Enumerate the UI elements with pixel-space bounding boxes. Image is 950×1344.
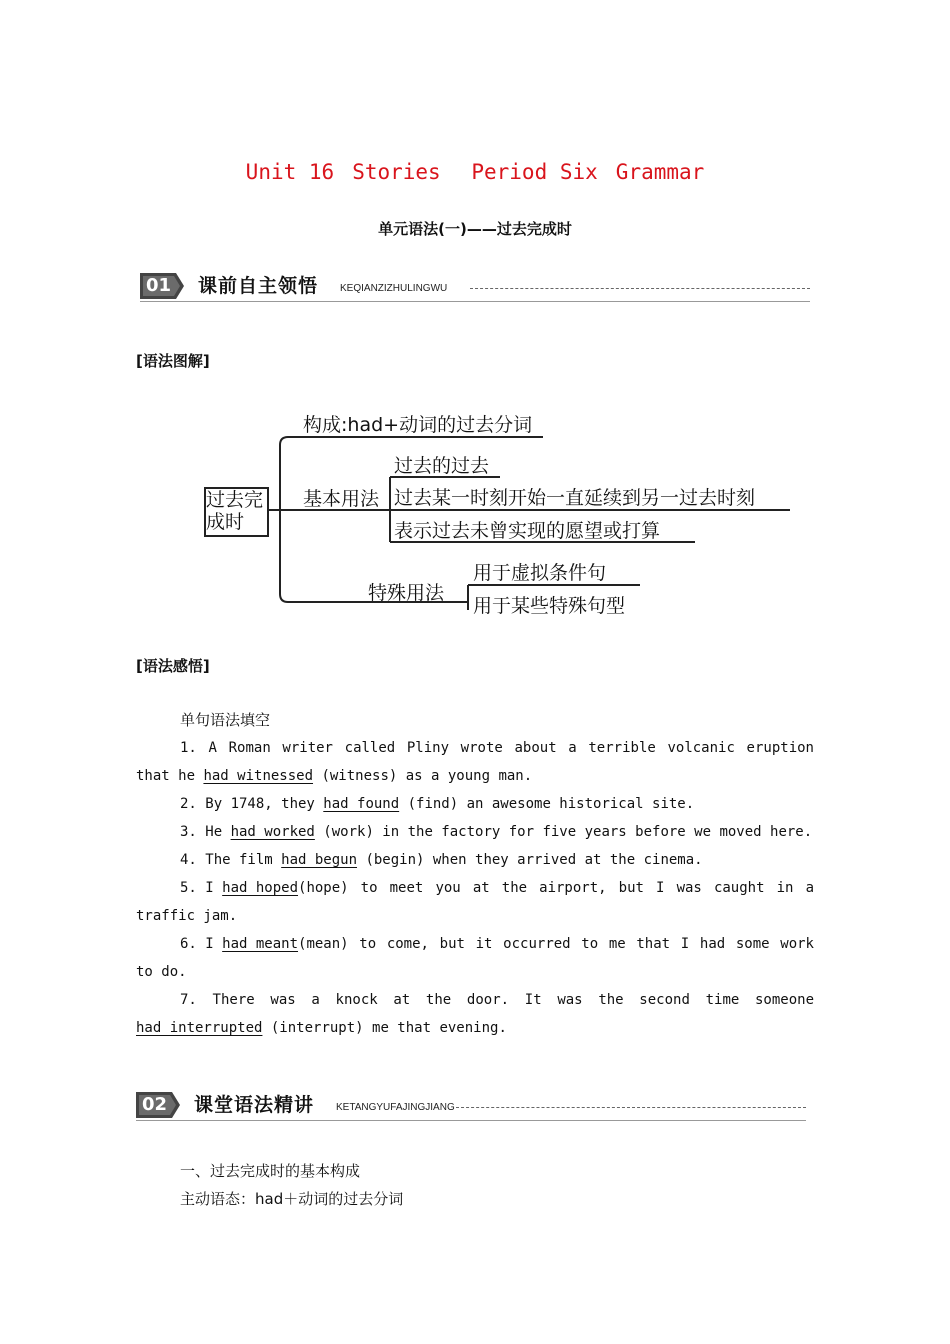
diagram-special-item: 用于某些特殊句型 [473,595,626,617]
dashed-divider [456,1107,806,1108]
exercise-answer: had begun [281,852,358,868]
section-rule [136,1120,806,1121]
exercise-item [136,846,814,874]
diagram-basic-item: 过去的过去 [394,455,490,477]
grammar-diagram-label: [语法图解] [136,352,210,370]
exercise-answer: had found [323,796,400,812]
title-part: Grammar [615,160,705,184]
exercise-answer: had hoped [222,880,299,896]
title-part: Period Six [471,160,598,184]
diagram-basic-item: 过去某一时刻开始一直延续到另一过去时刻 [394,487,756,509]
diagram-basic-usage: 基本用法 [303,488,380,510]
section-pinyin: KEQIANZIZHULINGWU [340,283,448,294]
exercise-text: (witness) as a young man. [313,768,533,784]
exercise-item [136,790,814,818]
exercise-answer: had witnessed [203,768,314,784]
page-title [0,160,950,184]
exercise-item [136,818,814,846]
page-subtitle: 单元语法(一)——过去完成时 [378,220,572,238]
exercise-instruction: 单句语法填空 [180,711,271,729]
diagram-root: 过去完成时 [206,489,264,533]
exercise-text: 3. He [180,824,231,840]
exercise-text: 5. I [180,880,223,896]
grammar-practice-label: [语法感悟] [136,657,210,675]
exercise-text: 6. I [180,936,223,952]
diagram-special-item: 用于虚拟条件句 [473,562,607,584]
exercise-item [136,986,814,1042]
exercise-text: (interrupt) me that evening. [262,1020,507,1036]
exercise-item [136,734,814,790]
exercise-text: to do. [136,964,187,980]
dashed-divider [470,288,810,289]
exercise-item [136,930,814,986]
section-banner-01 [140,273,810,303]
diagram-composition: 构成:had+动词的过去分词 [303,414,533,436]
section-banner-02 [136,1092,806,1122]
diagram-special-usage: 特殊用法 [368,582,445,604]
exercise-text: (work) in the factory for five years before we moved here. [314,824,813,840]
exercise-text: 2. By 1748, they [180,796,324,812]
exercise-text: that he [136,768,204,784]
exercise-text: (begin) when they arrived at the cinema. [357,852,703,868]
grammar-diagram [200,400,800,617]
title-part: Unit 16 [245,160,335,184]
exercise-text: 4. The film [180,852,282,868]
exercise-answer: had meant [222,936,299,952]
exercise-text: traffic jam. [136,908,238,924]
section-rule [140,301,810,302]
exercise-text: (hope) to meet you at the airport, but I was caught in a [298,880,814,896]
section-number: 02 [142,1094,168,1115]
diagram-basic-item: 表示过去未曾实现的愿望或打算 [394,520,661,542]
section-number: 01 [146,275,172,296]
lecture-active-voice: 主动语态：had＋动词的过去分词 [180,1190,404,1208]
exercise-item [136,874,814,930]
exercise-answer: had worked [230,824,315,840]
exercise-text: 7. There was a knock at the door. It was the second time someone [180,992,814,1008]
title-part: Stories [352,160,441,184]
exercise-list [136,734,814,1042]
exercise-text: (mean) to come, but it occurred to me that I had some work [298,936,814,952]
exercise-answer: had interrupted [136,1020,263,1036]
exercise-text: 1. A Roman writer called Pliny wrote about a terrible volcanic eruption [180,740,814,756]
section-title: 课前自主领悟 [198,275,319,297]
exercise-text: (find) an awesome historical site. [399,796,695,812]
section-pinyin: KETANGYUFAJINGJIANG [336,1102,455,1113]
section-title: 课堂语法精讲 [194,1094,315,1116]
lecture-heading: 一、过去完成时的基本构成 [180,1162,361,1180]
